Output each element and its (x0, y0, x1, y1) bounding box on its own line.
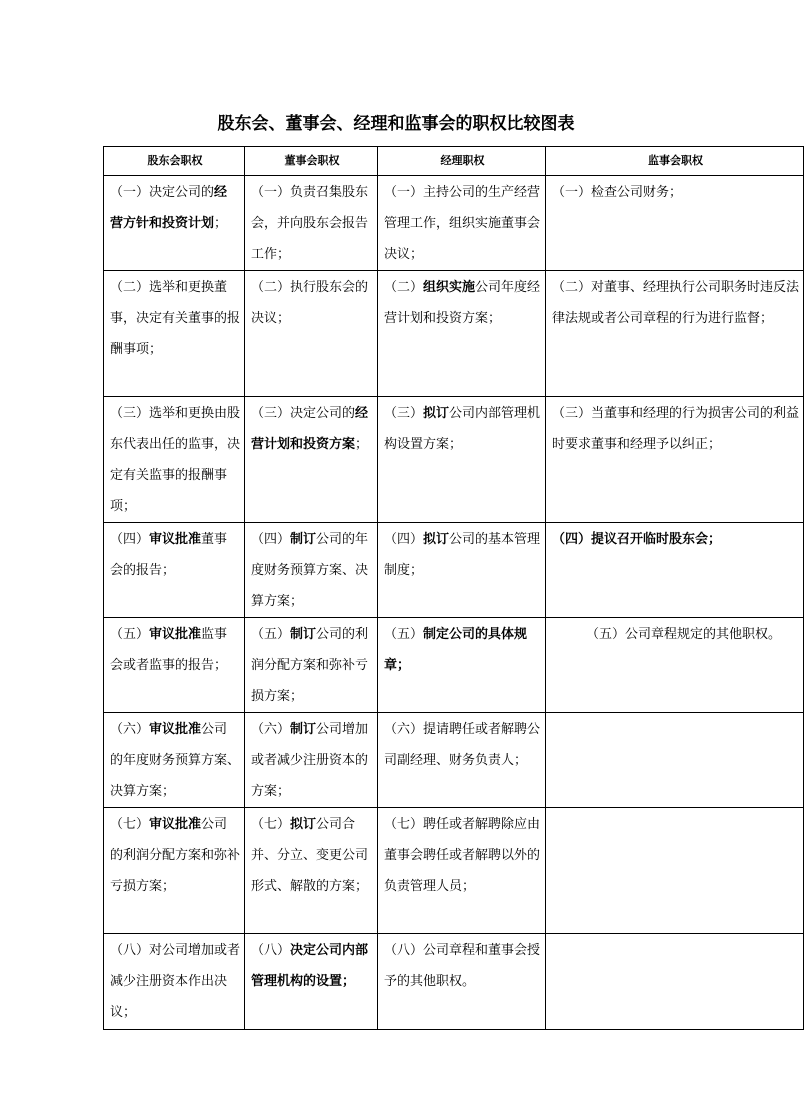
cell-text: 公司的年度财务预算方案、决算方案； (110, 722, 241, 799)
cell-manager-3 (378, 397, 546, 523)
cell-text: 监事会或者监事的报告； (110, 627, 228, 673)
cell-board-5 (245, 618, 378, 713)
cell-bold-text: 制订 (290, 627, 317, 642)
cell-text: （六）提请聘任或者解聘公司副经理、财务负责人； (384, 722, 541, 768)
cell-shareholders-5 (104, 618, 245, 713)
header-shareholders-meeting: 股东会职权 (104, 147, 245, 176)
cell-bold-text: 决定公司内部管理机构的设置； (251, 943, 369, 989)
cell-supervisors-4 (546, 523, 804, 618)
cell-text: （五）公司章程规定的其他职权。 (586, 627, 782, 642)
cell-manager-8 (378, 934, 546, 1030)
powers-comparison-table-container (103, 146, 800, 1024)
table-row (104, 271, 804, 397)
cell-bold-text: 拟订 (423, 406, 450, 421)
cell-bold-text: （四）提议召开临时股东会； (552, 532, 722, 547)
cell-board-4 (245, 523, 378, 618)
cell-bold-text: 制订 (290, 532, 317, 547)
cell-text: （七） (251, 817, 291, 832)
cell-bold-text: 制定公司的具体规章； (384, 627, 528, 673)
cell-bold-text: 审议批准 (149, 532, 202, 547)
cell-supervisors-5 (546, 618, 804, 713)
cell-supervisors-1 (546, 176, 804, 271)
document-title: 股东会、董事会、经理和监事会的职权比较图表 (217, 114, 575, 134)
cell-supervisors-8 (546, 934, 804, 1030)
cell-text: （五） (251, 627, 291, 642)
cell-bold-text: 审议批准 (149, 817, 202, 832)
cell-shareholders-3 (104, 397, 245, 523)
cell-board-1 (245, 176, 378, 271)
cell-text: （一）决定公司的 (110, 185, 215, 200)
cell-supervisors-7 (546, 808, 804, 934)
table-row (104, 713, 804, 808)
cell-bold-text: 审议批准 (149, 722, 202, 737)
cell-manager-4 (378, 523, 546, 618)
cell-text: （四） (110, 532, 150, 547)
cell-text: 董事会的报告； (110, 532, 228, 578)
header-board-of-supervisors: 监事会职权 (546, 147, 804, 176)
table-row (104, 618, 804, 713)
cell-text: 公司的利润分配方案和弥补亏损方案； (110, 817, 241, 894)
cell-text: ； (214, 216, 228, 231)
cell-shareholders-7 (104, 808, 245, 934)
cell-text: ； (355, 437, 369, 452)
table-row (104, 397, 804, 523)
cell-text: （三）当董事和经理的行为损害公司的利益时要求董事和经理予以纠正； (552, 406, 800, 452)
cell-bold-text: 制订 (290, 722, 317, 737)
cell-text: （一）检查公司财务； (552, 185, 683, 200)
cell-text: （三） (384, 406, 424, 421)
powers-comparison-table (103, 146, 804, 1030)
cell-text: 公司的基本管理制度； (384, 532, 541, 578)
cell-shareholders-4 (104, 523, 245, 618)
table-row (104, 934, 804, 1030)
cell-manager-7 (378, 808, 546, 934)
cell-manager-6 (378, 713, 546, 808)
cell-text: （二） (384, 280, 424, 295)
cell-text: （二）执行股东会的决议； (251, 280, 369, 326)
cell-bold-text: 审议批准 (149, 627, 202, 642)
table-row (104, 808, 804, 934)
table-row (104, 176, 804, 271)
cell-manager-2 (378, 271, 546, 397)
cell-text: （四） (384, 532, 424, 547)
cell-text: （八）对公司增加或者减少注册资本作出决议； (110, 943, 241, 1020)
cell-board-7 (245, 808, 378, 934)
cell-manager-5 (378, 618, 546, 713)
cell-text: （三）选举和更换由股东代表出任的监事，决定有关监事的报酬事项； (110, 406, 241, 514)
cell-text: 公司内部管理机构设置方案； (384, 406, 541, 452)
cell-bold-text: 拟订 (423, 532, 450, 547)
cell-text: （七） (110, 817, 150, 832)
cell-shareholders-6 (104, 713, 245, 808)
header-board-of-directors: 董事会职权 (245, 147, 378, 176)
cell-text: （五） (110, 627, 150, 642)
cell-text: （一）主持公司的生产经营管理工作，组织实施董事会决议； (384, 185, 541, 262)
cell-text: 公司的利润分配方案和弥补亏损方案； (251, 627, 369, 704)
cell-board-6 (245, 713, 378, 808)
cell-text: （三）决定公司的 (251, 406, 356, 421)
cell-bold-text: 经营方针和投资计划 (110, 185, 228, 231)
cell-text: （七）聘任或者解聘除应由董事会聘任或者解聘以外的负责管理人员； (384, 817, 541, 894)
cell-text: 公司的年度财务预算方案、决算方案； (251, 532, 369, 609)
header-manager: 经理职权 (378, 147, 546, 176)
cell-board-8 (245, 934, 378, 1030)
cell-text: （一）负责召集股东会，并向股东会报告工作； (251, 185, 369, 262)
cell-text: 公司增加或者减少注册资本的方案； (251, 722, 369, 799)
cell-text: （四） (251, 532, 291, 547)
cell-shareholders-2 (104, 271, 245, 397)
cell-text: （二）对董事、经理执行公司职务时违反法律法规或者公司章程的行为进行监督； (552, 280, 800, 326)
cell-supervisors-3 (546, 397, 804, 523)
cell-text: （六） (251, 722, 291, 737)
cell-manager-1 (378, 176, 546, 271)
cell-text: 公司年度经营计划和投资方案； (384, 280, 541, 326)
table-header-row (104, 147, 804, 176)
cell-bold-text: 组织实施 (423, 280, 476, 295)
cell-shareholders-1 (104, 176, 245, 271)
cell-text: （五） (384, 627, 424, 642)
cell-board-2 (245, 271, 378, 397)
cell-text: （六） (110, 722, 150, 737)
cell-text: （八） (251, 943, 291, 958)
cell-bold-text: 经营计划和投资方案 (251, 406, 369, 452)
cell-bold-text: 拟订 (290, 817, 317, 832)
table-row (104, 523, 804, 618)
cell-text: （八）公司章程和董事会授予的其他职权。 (384, 943, 541, 989)
cell-board-3 (245, 397, 378, 523)
cell-supervisors-2 (546, 271, 804, 397)
cell-shareholders-8 (104, 934, 245, 1030)
cell-supervisors-6 (546, 713, 804, 808)
cell-text: （二）选举和更换董事，决定有关董事的报酬事项； (110, 280, 241, 357)
cell-text: 公司合并、分立、变更公司形式、解散的方案； (251, 817, 369, 894)
